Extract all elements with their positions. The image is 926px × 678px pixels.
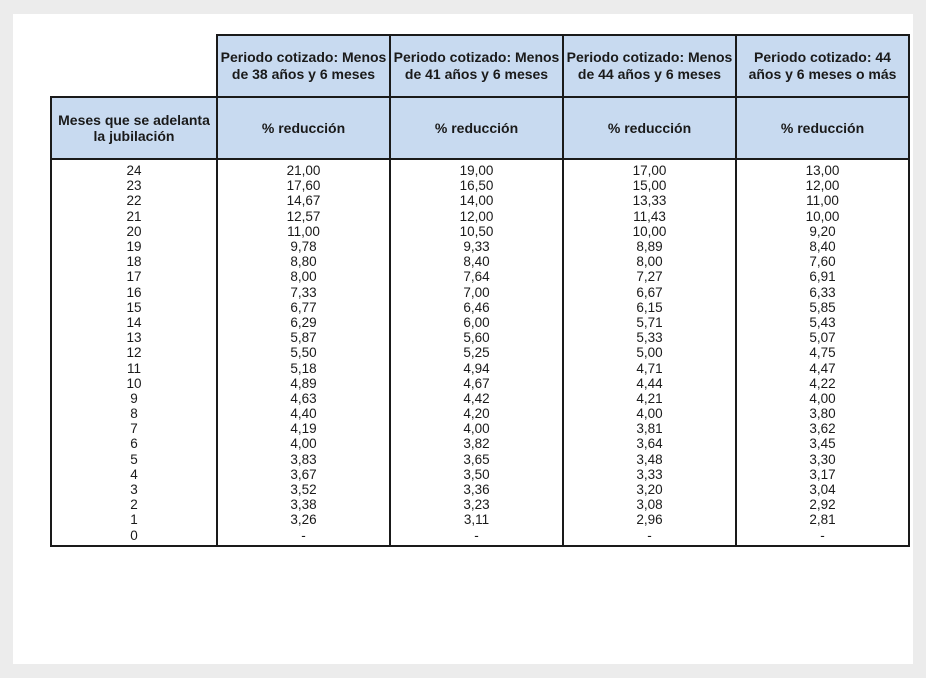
row-header-label: Meses que se adelanta la jubilación [51, 97, 217, 159]
months-cell: 21 [51, 209, 217, 224]
reduction-cell: 4,22 [736, 376, 909, 391]
reduction-cell: 3,08 [563, 497, 736, 512]
reduction-cell: 17,60 [217, 178, 390, 193]
reduction-cell: 4,00 [217, 436, 390, 451]
reduction-cell: 7,60 [736, 254, 909, 269]
sub-header-cell: % reducción [217, 97, 390, 159]
reduction-cell: 3,65 [390, 452, 563, 467]
column-header: Periodo cotizado: Menos de 44 años y 6 meses [563, 35, 736, 97]
reduction-cell: 5,60 [390, 330, 563, 345]
reduction-cell: 12,00 [390, 209, 563, 224]
sub-header-cell: % reducción [736, 97, 909, 159]
reduction-cell: 8,80 [217, 254, 390, 269]
reduction-cell: 4,63 [217, 391, 390, 406]
reduction-cell: 7,33 [217, 285, 390, 300]
table-row [51, 345, 909, 360]
months-cell: 5 [51, 452, 217, 467]
reduction-cell: 4,40 [217, 406, 390, 421]
reduction-cell: 6,46 [390, 300, 563, 315]
reduction-cell: 2,96 [563, 512, 736, 527]
reduction-cell: 5,87 [217, 330, 390, 345]
reduction-cell: 21,00 [217, 159, 390, 178]
reduction-cell: 2,81 [736, 512, 909, 527]
reduction-cell: 4,75 [736, 345, 909, 360]
months-cell: 4 [51, 467, 217, 482]
reduction-cell: 7,64 [390, 269, 563, 284]
table-row [51, 360, 909, 375]
reduction-cell: 3,62 [736, 421, 909, 436]
reduction-cell: 5,43 [736, 315, 909, 330]
table-row [51, 406, 909, 421]
table-row [51, 178, 909, 193]
table-row [51, 436, 909, 451]
table-row [51, 452, 909, 467]
reduction-cell: 3,36 [390, 482, 563, 497]
header-row [51, 35, 909, 97]
months-cell: 18 [51, 254, 217, 269]
table-row [51, 254, 909, 269]
table-row [51, 193, 909, 208]
reduction-cell: 9,78 [217, 239, 390, 254]
reduction-cell: - [736, 528, 909, 546]
reduction-cell: 3,81 [563, 421, 736, 436]
reduction-cell: 4,00 [390, 421, 563, 436]
reduction-cell: 2,92 [736, 497, 909, 512]
reduction-cell: 4,67 [390, 376, 563, 391]
reduction-cell: 3,83 [217, 452, 390, 467]
reduction-cell: 19,00 [390, 159, 563, 178]
reduction-cell: 4,47 [736, 360, 909, 375]
table-row [51, 421, 909, 436]
column-header: Periodo cotizado: Menos de 38 años y 6 meses [217, 35, 390, 97]
reduction-cell: 11,00 [217, 224, 390, 239]
reduction-cell: 4,00 [563, 406, 736, 421]
table-row [51, 376, 909, 391]
corner-cell [51, 35, 217, 97]
table-body [51, 159, 909, 546]
reduction-cell: 5,85 [736, 300, 909, 315]
months-cell: 17 [51, 269, 217, 284]
reduction-cell: 4,71 [563, 360, 736, 375]
reduction-cell: 5,33 [563, 330, 736, 345]
reduction-cell: 6,67 [563, 285, 736, 300]
reduction-cell: 16,50 [390, 178, 563, 193]
months-cell: 0 [51, 528, 217, 546]
months-cell: 24 [51, 159, 217, 178]
months-cell: 13 [51, 330, 217, 345]
reduction-cell: 11,00 [736, 193, 909, 208]
reduction-cell: 7,27 [563, 269, 736, 284]
reduction-cell: - [217, 528, 390, 546]
table-row [51, 209, 909, 224]
months-cell: 7 [51, 421, 217, 436]
reduction-cell: 6,00 [390, 315, 563, 330]
months-cell: 2 [51, 497, 217, 512]
reduction-cell: 5,50 [217, 345, 390, 360]
reduction-cell: 9,33 [390, 239, 563, 254]
reduction-cell: 10,00 [563, 224, 736, 239]
reduction-cell: 6,15 [563, 300, 736, 315]
reduction-cell: 8,00 [563, 254, 736, 269]
reduction-cell: 5,00 [563, 345, 736, 360]
sub-header-row [51, 97, 909, 159]
reduction-cell: 5,25 [390, 345, 563, 360]
months-cell: 1 [51, 512, 217, 527]
reduction-cell: 6,91 [736, 269, 909, 284]
reduction-cell: 4,21 [563, 391, 736, 406]
document-page [13, 14, 913, 664]
reduction-cell: 3,17 [736, 467, 909, 482]
table-row [51, 224, 909, 239]
months-cell: 20 [51, 224, 217, 239]
table-row [51, 330, 909, 345]
months-cell: 16 [51, 285, 217, 300]
reduction-cell: 3,52 [217, 482, 390, 497]
months-cell: 11 [51, 360, 217, 375]
column-header: Periodo cotizado: Menos de 41 años y 6 meses [390, 35, 563, 97]
months-cell: 23 [51, 178, 217, 193]
sub-header-cell: % reducción [390, 97, 563, 159]
reduction-cell: 4,89 [217, 376, 390, 391]
reduction-cell: 5,18 [217, 360, 390, 375]
reduction-cell: 14,67 [217, 193, 390, 208]
table-row [51, 482, 909, 497]
reduction-cell: 17,00 [563, 159, 736, 178]
reduction-cell: 6,33 [736, 285, 909, 300]
reduction-cell: 3,82 [390, 436, 563, 451]
reduction-cell: 3,50 [390, 467, 563, 482]
reduction-cell: 13,00 [736, 159, 909, 178]
table-row [51, 285, 909, 300]
reduction-cell: 11,43 [563, 209, 736, 224]
reduction-cell: 8,40 [736, 239, 909, 254]
reduction-cell: 15,00 [563, 178, 736, 193]
reduction-cell: 10,50 [390, 224, 563, 239]
reduction-table [50, 34, 910, 547]
reduction-cell: 3,30 [736, 452, 909, 467]
months-cell: 9 [51, 391, 217, 406]
reduction-cell: 3,26 [217, 512, 390, 527]
table-row [51, 512, 909, 527]
table-row [51, 239, 909, 254]
sub-header-cell: % reducción [563, 97, 736, 159]
reduction-cell: 3,45 [736, 436, 909, 451]
table-row [51, 528, 909, 546]
months-cell: 8 [51, 406, 217, 421]
reduction-cell: 6,77 [217, 300, 390, 315]
reduction-cell: 3,04 [736, 482, 909, 497]
reduction-cell: - [563, 528, 736, 546]
months-cell: 22 [51, 193, 217, 208]
reduction-cell: 3,48 [563, 452, 736, 467]
table-row [51, 159, 909, 178]
months-cell: 12 [51, 345, 217, 360]
reduction-cell: 5,07 [736, 330, 909, 345]
months-cell: 14 [51, 315, 217, 330]
reduction-cell: 4,94 [390, 360, 563, 375]
reduction-cell: 3,38 [217, 497, 390, 512]
column-header: Periodo cotizado: 44 años y 6 meses o más [736, 35, 909, 97]
reduction-cell: 8,40 [390, 254, 563, 269]
reduction-cell: 3,20 [563, 482, 736, 497]
reduction-cell: 13,33 [563, 193, 736, 208]
table-row [51, 269, 909, 284]
months-cell: 3 [51, 482, 217, 497]
reduction-cell: 7,00 [390, 285, 563, 300]
months-cell: 6 [51, 436, 217, 451]
reduction-cell: - [390, 528, 563, 546]
reduction-cell: 3,33 [563, 467, 736, 482]
reduction-cell: 4,19 [217, 421, 390, 436]
reduction-cell: 4,42 [390, 391, 563, 406]
reduction-cell: 14,00 [390, 193, 563, 208]
reduction-cell: 12,57 [217, 209, 390, 224]
reduction-cell: 10,00 [736, 209, 909, 224]
reduction-cell: 4,00 [736, 391, 909, 406]
table-row [51, 467, 909, 482]
table-row [51, 391, 909, 406]
months-cell: 10 [51, 376, 217, 391]
reduction-cell: 3,80 [736, 406, 909, 421]
reduction-cell: 5,71 [563, 315, 736, 330]
reduction-cell: 4,44 [563, 376, 736, 391]
table-row [51, 315, 909, 330]
table-row [51, 300, 909, 315]
reduction-cell: 12,00 [736, 178, 909, 193]
reduction-cell: 3,23 [390, 497, 563, 512]
reduction-cell: 8,89 [563, 239, 736, 254]
months-cell: 15 [51, 300, 217, 315]
reduction-cell: 3,67 [217, 467, 390, 482]
reduction-cell: 8,00 [217, 269, 390, 284]
months-cell: 19 [51, 239, 217, 254]
reduction-cell: 9,20 [736, 224, 909, 239]
reduction-cell: 3,11 [390, 512, 563, 527]
table-row [51, 497, 909, 512]
reduction-cell: 4,20 [390, 406, 563, 421]
reduction-cell: 3,64 [563, 436, 736, 451]
reduction-cell: 6,29 [217, 315, 390, 330]
